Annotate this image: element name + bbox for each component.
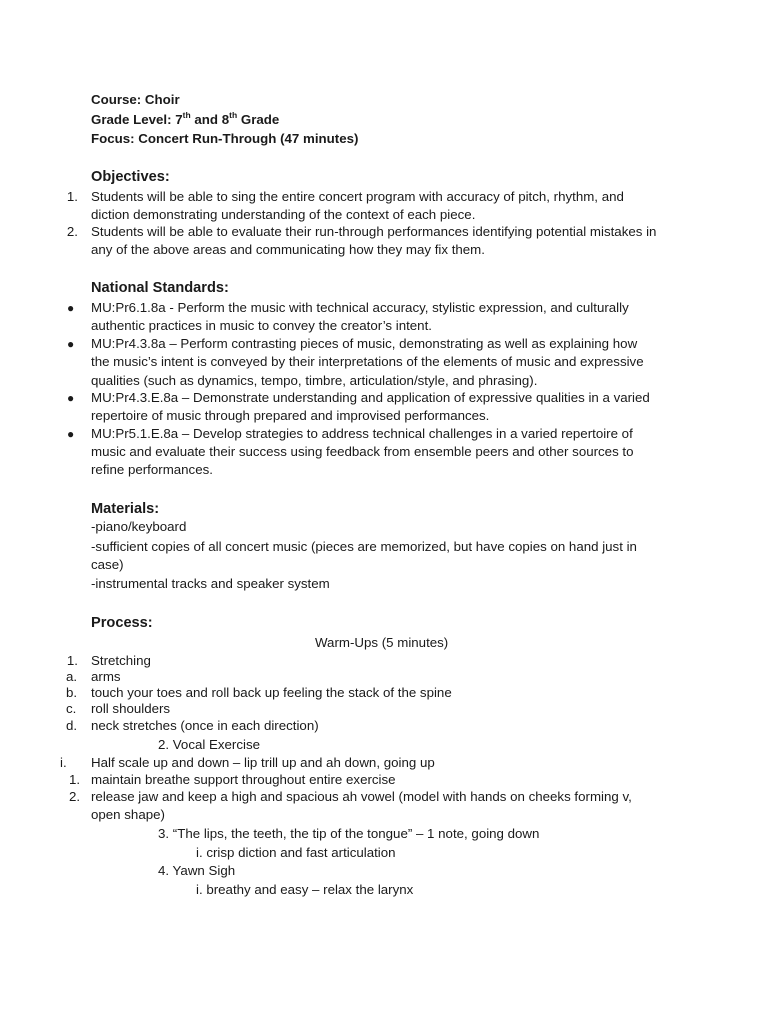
- focus-line: Focus: Concert Run-Through (47 minutes): [91, 131, 359, 146]
- list-roman: i.: [60, 755, 67, 770]
- objective-text: diction demonstrating understanding of the context of each piece.: [91, 207, 476, 222]
- objective-text: Students will be able to sing the entire concert program with accuracy of pitch, rhythm, and: [91, 189, 624, 204]
- list-letter: d.: [66, 718, 78, 733]
- standard-text: music and evaluate their success using feedback from ensemble peers and other sources to: [91, 444, 634, 459]
- material-item: case): [91, 557, 124, 572]
- list-number: 1.: [66, 653, 78, 668]
- grade-level: Grade Level: 7th and 8th Grade: [91, 109, 280, 127]
- standard-text: MU:Pr6.1.8a - Perform the music with technical accuracy, stylistic expression, and culturally: [91, 300, 629, 315]
- stretching-label: Stretching: [91, 653, 151, 668]
- bullet-icon: ●: [67, 427, 75, 441]
- objectives-heading: Objectives:: [91, 169, 170, 185]
- standard-text: refine performances.: [91, 462, 213, 477]
- stretch-item: neck stretches (once in each direction): [91, 718, 319, 733]
- process-heading: Process:: [91, 615, 153, 631]
- list-number: 1.: [66, 189, 78, 204]
- list-number: 2.: [66, 224, 78, 239]
- stretch-item: touch your toes and roll back up feeling the stack of the spine: [91, 685, 452, 700]
- stretch-item: roll shoulders: [91, 701, 171, 716]
- half-scale-text: Half scale up and down – lip trill up and ah down, going up: [91, 755, 435, 770]
- course-title: Course: Choir: [91, 92, 180, 107]
- standard-text: authentic practices in music to convey the creator’s intent.: [91, 318, 432, 333]
- list-number: 2.: [69, 789, 81, 804]
- bullet-icon: ●: [67, 391, 75, 405]
- standard-text: the music’s intent is conveyed by their interpretations of the elements of music and expressive: [91, 354, 644, 369]
- standard-text: repertoire of music through prepared and improvised performances.: [91, 408, 490, 423]
- list-letter: b.: [66, 685, 78, 700]
- standard-text: MU:Pr4.3.E.8a – Demonstrate understanding and application of expressive qualities in a varied: [91, 390, 650, 405]
- objective-text: Students will be able to evaluate their run-through performances identifying potential mistakes in: [91, 224, 657, 239]
- yawn-sub: i. breathy and easy – relax the larynx: [196, 882, 414, 897]
- half-scale-item: maintain breathe support throughout entire exercise: [91, 772, 396, 787]
- lips-teeth-label: 3. “The lips, the teeth, the tip of the tongue” – 1 note, going down: [158, 826, 540, 841]
- standard-text: MU:Pr4.3.8a – Perform contrasting pieces of music, demonstrating as well as explaining how: [91, 336, 638, 351]
- standard-text: qualities (such as dynamics, tempo, timbre, articulation/style, and phrasing).: [91, 373, 538, 388]
- standards-heading: National Standards:: [91, 280, 229, 296]
- half-scale-item: open shape): [91, 807, 165, 822]
- list-letter: c.: [66, 701, 77, 716]
- material-item: -instrumental tracks and speaker system: [91, 576, 330, 591]
- bullet-icon: ●: [67, 301, 75, 315]
- list-number: 1.: [69, 772, 81, 787]
- vocal-exercise-label: 2. Vocal Exercise: [158, 737, 260, 752]
- bullet-icon: ●: [67, 337, 75, 351]
- stretch-item: arms: [91, 669, 121, 684]
- objective-text: any of the above areas and communicating how they may fix them.: [91, 242, 485, 257]
- material-item: -piano/keyboard: [91, 519, 187, 534]
- list-letter: a.: [66, 669, 78, 684]
- material-item: -sufficient copies of all concert music (pieces are memorized, but have copies on hand just in: [91, 539, 637, 554]
- yawn-label: 4. Yawn Sigh: [158, 863, 236, 878]
- lips-teeth-sub: i. crisp diction and fast articulation: [196, 845, 396, 860]
- warmups-title: Warm-Ups (5 minutes): [315, 635, 449, 650]
- standard-text: MU:Pr5.1.E.8a – Develop strategies to address technical challenges in a varied repertoire of: [91, 426, 633, 441]
- materials-heading: Materials:: [91, 501, 160, 517]
- half-scale-item: release jaw and keep a high and spacious ah vowel (model with hands on cheeks forming v,: [91, 789, 632, 804]
